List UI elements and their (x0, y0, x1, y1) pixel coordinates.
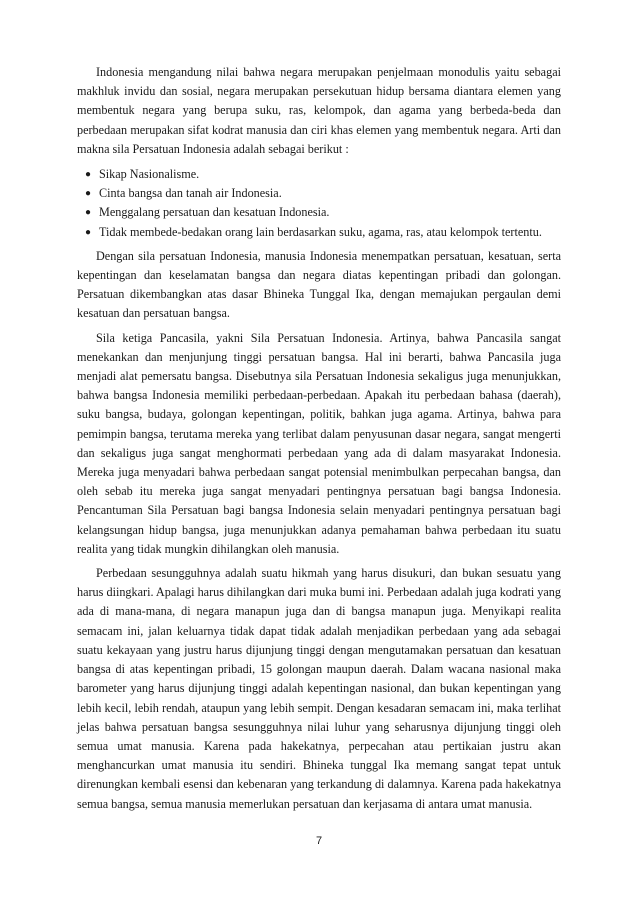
list-item (85, 203, 561, 222)
bullet-icon: ● (85, 188, 92, 200)
body-paragraph: Perbedaan sesungguhnya adalah suatu hikmah yang harus disukuri, dan bukan sesuatu yang harus diingkari. Apalagi harus dihilangkan dari muka bumi ini. Perbedaan adalah juga kodrati yang ada di mana-mana, di negara manapun juga dan di bangsa manapun juga. Menyikapi realita semacam ini, jalan keluarnya tidak dapat tidak adalah menjadikan perbedaan yang ada sebagai suatu kekayaan yang justru harus dijunjung tinggi dengan mengutamakan persatuan dan kesatuan bangsa di atas kepentingan pribadi, 15 golongan maupun daerah. Dalam wacana nasional maka barometer yang harus dijunjung tinggi adalah kepentingan nasional, dan bukan kepentingan yang lebih kecil, lebih rendah, ataupun yang lebih sempit. Dengan kesadaran semacam ini, maka terlihat jelas bahwa persatuan bangsa sesungguhnya nilai luhur yang seharusnya dijunjung tinggi oleh semua umat manusia. Karena pada hakekatnya, perpecahan atau pertikaian justru akan menghancurkan umat manusia itu sendiri. Bhineka tunggal Ika memang sangat tepat untuk direnungkan kembali esensi dan kebenaran yang terkandung di dalamnya. Karena pada hakekatnya semua bangsa, semua manusia memerlukan persatuan dan kerjasama di antara umat manusia. (77, 566, 561, 811)
list-item-text: Menggalang persatuan dan kesatuan Indonesia. (99, 205, 330, 220)
list-item (85, 223, 561, 242)
body-paragraph: Dengan sila persatuan Indonesia, manusia Indonesia menempatkan persatuan, kesatuan, serta kepentingan dan keselamatan bangsa dan negara diatas kepentingan pribadi dan golongan. Persatuan dikembangkan atas dasar Bhineka Tunggal Ika, dengan memajukan pergaulan demi kesatuan dan persatuan bangsa. (77, 248, 561, 321)
bullet-icon: ● (85, 207, 92, 219)
intro-paragraph: Indonesia mengandung nilai bahwa negara merupakan penjelmaan monodulis yaitu sebagai makhluk invidu dan sosial, negara merupakan persekutuan hidup bersama diantara elemen yang membentuk negara yang berupa suku, ras, kelompok, dan agama yang berbeda-beda dan perbedaan merupakan sifat kodrat manusia dan ciri khas elemen yang membentuk negara. Arti dan makna sila Persatuan Indonesia adalah sebagai berikut : (77, 65, 561, 156)
list-item-text: Sikap Nasionalisme. (99, 167, 200, 182)
meaning-list (77, 165, 561, 242)
page-number: 7 (315, 835, 323, 847)
list-item-text: Cinta bangsa dan tanah air Indonesia. (99, 186, 282, 201)
list-item-text: Tidak membede-bedakan orang lain berdasarkan suku, agama, ras, atau kelompok tertentu. (99, 224, 542, 239)
list-item (85, 165, 561, 184)
document-page (77, 63, 561, 814)
bullet-icon: ● (85, 226, 92, 238)
bullet-icon: ● (85, 169, 92, 181)
list-item (85, 184, 561, 203)
body-paragraph: Sila ketiga Pancasila, yakni Sila Persatuan Indonesia. Artinya, bahwa Pancasila sangat menekankan dan menjunjung tinggi persatuan bangsa. Hal ini berarti, bahwa Pancasila juga menjadi alat pemersatu bangsa. Disebutnya sila Persatuan Indonesia sekaligus juga menunjukkan, bahwa bangsa Indonesia memiliki perbedaan-perbedaan. Apakah itu perbedaan bahasa (daerah), suku bangsa, budaya, golongan kepentingan, politik, bahkan juga agama. Artinya, bahwa para pemimpin bangsa, terutama mereka yang terlibat dalam penyusunan dasar negara, sangat mengerti dan sekaligus juga sangat menghormati perbedaan yang ada di dalam masyarakat Indonesia. Mereka juga menyadari bahwa perbedaan sangat potensial menimbulkan perpecahan bangsa, dan oleh sebab itu mereka juga sangat menyadari pentingnya persatuan bagi bangsa Indonesia. Pencantuman Sila Persatuan bagi bangsa Indonesia selain menyadari pentingnya persatuan bagi kelangsungan hidup bangsa, juga menunjukkan adanya pemahaman bahwa perbedaan itu suatu realita yang tidak mungkin dihilangkan oleh manusia. (77, 330, 561, 556)
